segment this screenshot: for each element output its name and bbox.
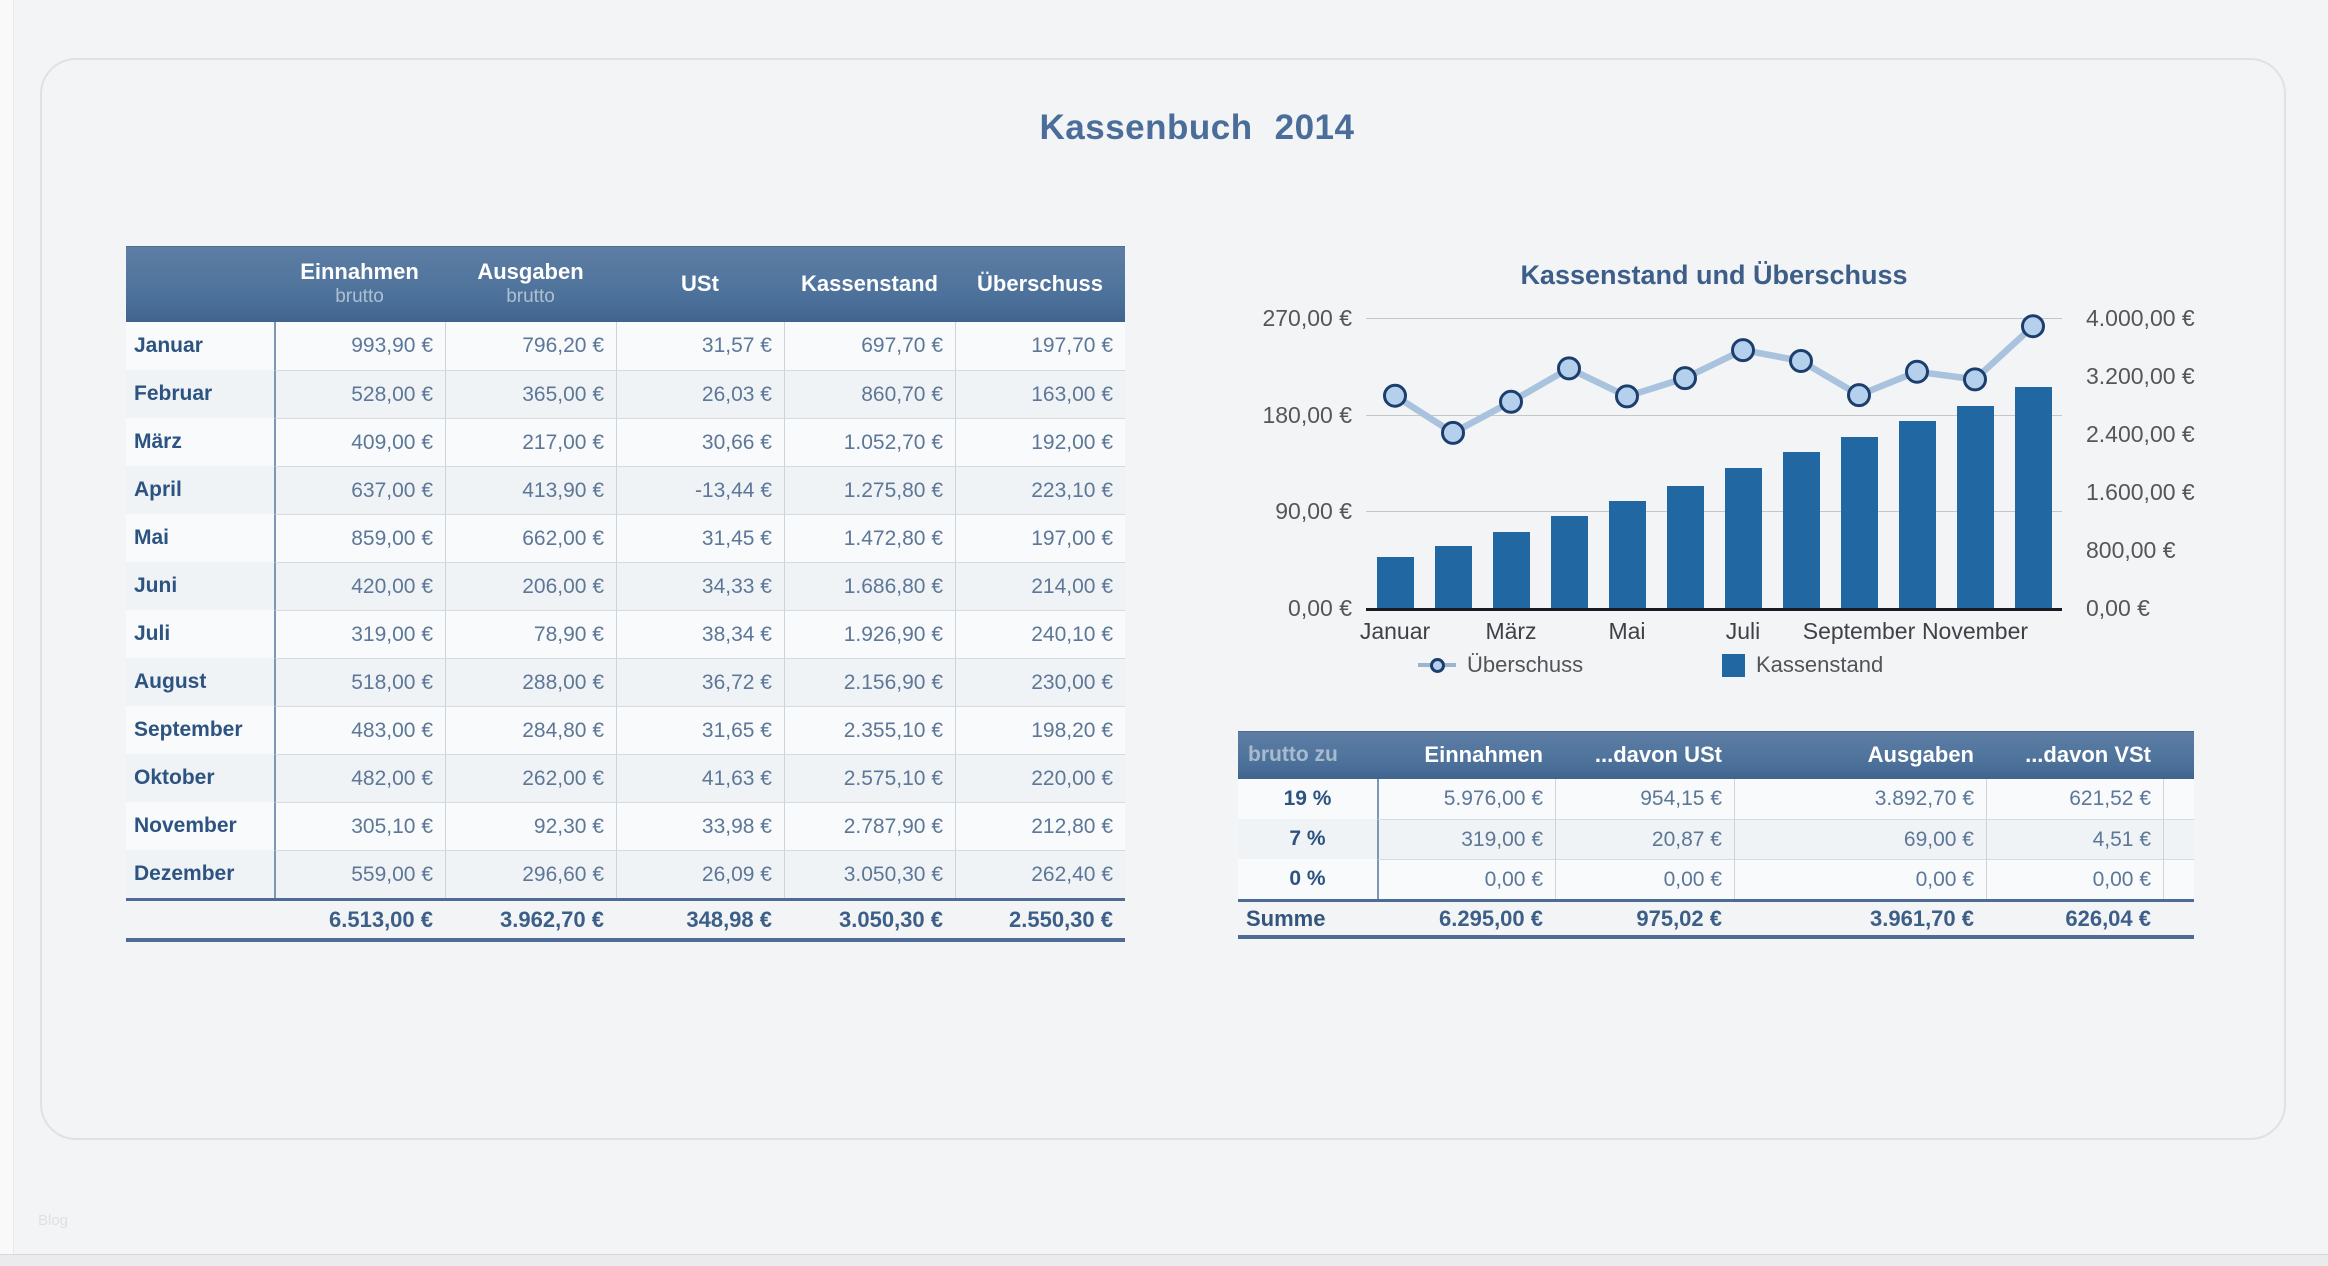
value-cell[interactable]: 697,70 € (784, 322, 955, 370)
value-cell[interactable]: 319,00 € (1377, 819, 1555, 859)
value-cell[interactable]: 223,10 € (955, 466, 1125, 514)
header-label: USt (681, 270, 719, 296)
empty-cell (2163, 819, 2194, 859)
legend-item-ueberschuss (1418, 651, 1583, 679)
data-point-marker (1559, 358, 1580, 379)
totals-cell[interactable]: 6.513,00 € (329, 906, 433, 932)
vat-table-summe-row[interactable] (1238, 899, 2194, 939)
value-cell[interactable]: 38,34 € (616, 610, 784, 658)
vat-rate-cell[interactable]: 7 % (1289, 827, 1326, 850)
totals-cell[interactable]: 348,98 € (686, 906, 772, 932)
value-cell[interactable]: 2.355,10 € (784, 706, 955, 754)
y-axis-label-right: 4.000,00 € (2086, 305, 2195, 331)
y-axis-label-right: 800,00 € (2086, 537, 2176, 563)
data-point-marker (1791, 351, 1812, 372)
value-cell[interactable]: 296,60 € (445, 850, 616, 898)
y-axis-label-left: 180,00 € (1262, 401, 1352, 428)
value-cell[interactable]: 197,00 € (955, 514, 1125, 562)
data-point-marker (1385, 385, 1406, 406)
data-point-marker (1907, 361, 1928, 382)
data-point-marker (1675, 368, 1696, 389)
value-cell[interactable]: 262,00 € (445, 754, 616, 802)
y-axis-label-left: 270,00 € (1262, 305, 1352, 331)
header-label: Ausgaben (477, 259, 584, 285)
vat-table-header (1238, 731, 2194, 779)
value-cell[interactable]: 262,40 € (955, 850, 1125, 898)
header-sublabel: brutto (506, 285, 555, 307)
empty-cell (2163, 902, 2194, 935)
value-cell[interactable]: 409,00 € (274, 418, 445, 466)
y-axis-label-left: 0,00 € (1288, 595, 1352, 621)
y-axis-label-right: 3.200,00 € (2086, 363, 2195, 389)
legend-item-kassenstand (1722, 651, 1883, 679)
vat-header-cell-empty (2163, 731, 2194, 779)
table-row (1238, 819, 2194, 859)
bar-swatch-icon (1722, 654, 1745, 677)
value-cell[interactable]: 483,00 € (274, 706, 445, 754)
value-cell[interactable]: 41,63 € (616, 754, 784, 802)
month-cell[interactable]: Januar (134, 334, 203, 357)
data-point-marker (2023, 316, 2044, 337)
x-axis-line (1366, 608, 2062, 611)
value-cell[interactable]: 954,15 € (1555, 779, 1734, 819)
data-point-marker (1501, 391, 1522, 412)
vat-rate-cell[interactable]: 19 % (1283, 787, 1332, 810)
x-axis-label: November (1921, 618, 2029, 644)
value-cell[interactable]: 559,00 € (274, 850, 445, 898)
value-cell[interactable]: 1.926,90 € (784, 610, 955, 658)
value-cell[interactable]: 860,70 € (784, 370, 955, 418)
summe-value-cell[interactable]: 6.295,00 € (1439, 905, 1543, 931)
summe-value-cell[interactable]: 626,04 € (2065, 905, 2151, 931)
value-cell[interactable]: 30,66 € (616, 418, 784, 466)
value-cell[interactable]: 1.052,70 € (784, 418, 955, 466)
vat-header-cell-1[interactable]: Einnahmen (1424, 742, 1543, 767)
value-cell[interactable]: 36,72 € (616, 658, 784, 706)
month-cell[interactable]: März (134, 430, 182, 453)
value-cell[interactable]: 662,00 € (445, 514, 616, 562)
vat-header-cell-4[interactable]: ...davon VSt (2025, 742, 2151, 767)
totals-cell[interactable]: 3.050,30 € (839, 906, 943, 932)
summe-value-cell[interactable]: 3.961,70 € (1870, 905, 1974, 931)
totals-cell[interactable]: 3.962,70 € (500, 906, 604, 932)
value-cell[interactable]: 305,10 € (274, 802, 445, 850)
value-cell[interactable]: 413,90 € (445, 466, 616, 514)
value-cell[interactable]: 92,30 € (445, 802, 616, 850)
value-cell[interactable]: 2.156,90 € (784, 658, 955, 706)
header-label: Kassenstand (801, 270, 938, 296)
value-cell[interactable]: 33,98 € (616, 802, 784, 850)
empty-cell (2163, 859, 2194, 899)
x-axis-label: Juli (1725, 618, 1761, 644)
x-axis-label: Mai (1608, 618, 1646, 644)
value-cell[interactable]: 621,52 € (1986, 779, 2163, 819)
value-cell[interactable]: 518,00 € (274, 658, 445, 706)
value-cell[interactable]: 212,80 € (955, 802, 1125, 850)
month-cell[interactable]: Oktober (134, 766, 215, 789)
value-cell[interactable]: 0,00 € (1986, 859, 2163, 899)
vat-table-body (1238, 779, 2194, 899)
value-cell[interactable]: 230,00 € (955, 658, 1125, 706)
value-cell[interactable]: 198,20 € (955, 706, 1125, 754)
header-label: Einnahmen (300, 259, 419, 285)
value-cell[interactable]: 3.050,30 € (784, 850, 955, 898)
y-axis-label-left: 90,00 € (1275, 498, 1352, 525)
value-cell[interactable]: 69,00 € (1734, 819, 1986, 859)
value-cell[interactable]: 0,00 € (1555, 859, 1734, 899)
value-cell[interactable]: 420,00 € (274, 562, 445, 610)
value-cell[interactable]: 859,00 € (274, 514, 445, 562)
value-cell[interactable]: 2.575,10 € (784, 754, 955, 802)
y-axis-label-right: 1.600,00 € (2086, 479, 2195, 505)
value-cell[interactable]: 220,00 € (955, 754, 1125, 802)
data-point-marker (1443, 422, 1464, 443)
empty-cell (2163, 779, 2194, 819)
data-point-marker (1965, 369, 1986, 390)
x-axis-label: September (1802, 618, 1916, 644)
value-cell[interactable]: 2.787,90 € (784, 802, 955, 850)
table-row (1238, 859, 2194, 899)
value-cell[interactable]: 284,80 € (445, 706, 616, 754)
legend-label: Überschuss (1467, 652, 1584, 677)
vat-summary-table[interactable] (1238, 731, 2194, 939)
value-cell[interactable]: 34,33 € (616, 562, 784, 610)
y-axis-label-right: 2.400,00 € (2086, 421, 2195, 447)
value-cell[interactable]: 528,00 € (274, 370, 445, 418)
summe-label-cell[interactable]: Summe (1246, 905, 1326, 931)
value-cell[interactable]: 993,90 € (274, 322, 445, 370)
value-cell[interactable]: 3.892,70 € (1734, 779, 1986, 819)
value-cell[interactable]: 5.976,00 € (1377, 779, 1555, 819)
value-cell[interactable]: 206,00 € (445, 562, 616, 610)
month-cell[interactable]: April (134, 478, 182, 501)
value-cell[interactable]: 31,65 € (616, 706, 784, 754)
data-point-marker (1849, 385, 1870, 406)
page-title-word: Kassenbuch (1039, 108, 1253, 147)
vat-header-cell-2[interactable]: ...davon USt (1594, 742, 1722, 767)
value-cell[interactable]: -13,44 € (616, 466, 784, 514)
month-cell[interactable]: Juli (134, 622, 171, 645)
vat-header-cell-3[interactable]: Ausgaben (1867, 742, 1974, 767)
month-cell[interactable]: August (134, 670, 207, 693)
value-cell[interactable]: 796,20 € (445, 322, 616, 370)
value-cell[interactable]: 240,10 € (955, 610, 1125, 658)
value-cell[interactable]: 1.472,80 € (784, 514, 955, 562)
watermark: Blog (38, 1212, 69, 1229)
header-sublabel: brutto (335, 285, 384, 307)
value-cell[interactable]: 482,00 € (274, 754, 445, 802)
y-axis-label-right: 0,00 € (2086, 595, 2150, 621)
month-cell[interactable]: Dezember (134, 862, 235, 885)
month-cell[interactable]: November (134, 814, 237, 837)
value-cell[interactable]: 637,00 € (274, 466, 445, 514)
chart-title: Kassenstand und Überschuss (1520, 260, 1908, 290)
month-cell[interactable]: Februar (134, 382, 213, 405)
value-cell[interactable]: 26,09 € (616, 850, 784, 898)
header-label: Überschuss (977, 270, 1103, 296)
value-cell[interactable]: 0,00 € (1377, 859, 1555, 899)
x-axis-label: Januar (1359, 618, 1431, 644)
value-cell[interactable]: 26,03 € (616, 370, 784, 418)
value-cell[interactable]: 163,00 € (955, 370, 1125, 418)
vat-rate-cell[interactable]: 0 % (1289, 867, 1326, 890)
value-cell[interactable]: 288,00 € (445, 658, 616, 706)
vat-header-cell-0[interactable]: brutto zu (1248, 743, 1338, 766)
month-cell[interactable]: September (134, 718, 243, 741)
line-marker-icon (1418, 651, 1456, 679)
table-row (1238, 779, 2194, 819)
line-series-ueberschuss (1366, 318, 2062, 608)
value-cell[interactable]: 319,00 € (274, 610, 445, 658)
value-cell[interactable]: 1.275,80 € (784, 466, 955, 514)
data-point-marker (1733, 340, 1754, 361)
value-cell[interactable]: 0,00 € (1734, 859, 1986, 899)
value-cell[interactable]: 20,87 € (1555, 819, 1734, 859)
totals-cell[interactable]: 2.550,30 € (1009, 906, 1113, 932)
month-cell[interactable]: Juni (134, 574, 178, 597)
value-cell[interactable]: 217,00 € (445, 418, 616, 466)
value-cell[interactable]: 365,00 € (445, 370, 616, 418)
summe-value-cell[interactable]: 975,02 € (1636, 905, 1722, 931)
value-cell[interactable]: 78,90 € (445, 610, 616, 658)
value-cell[interactable]: 1.686,80 € (784, 562, 955, 610)
value-cell[interactable]: 4,51 € (1986, 819, 2163, 859)
data-point-marker (1617, 386, 1638, 407)
value-cell[interactable]: 197,70 € (955, 322, 1125, 370)
month-cell[interactable]: Mai (134, 526, 170, 549)
value-cell[interactable]: 31,57 € (616, 322, 784, 370)
page-title-year: 2014 (1274, 108, 1355, 147)
legend-label: Kassenstand (1756, 652, 1884, 677)
value-cell[interactable]: 192,00 € (955, 418, 1125, 466)
value-cell[interactable]: 214,00 € (955, 562, 1125, 610)
x-axis-label: März (1485, 618, 1537, 644)
value-cell[interactable]: 31,45 € (616, 514, 784, 562)
